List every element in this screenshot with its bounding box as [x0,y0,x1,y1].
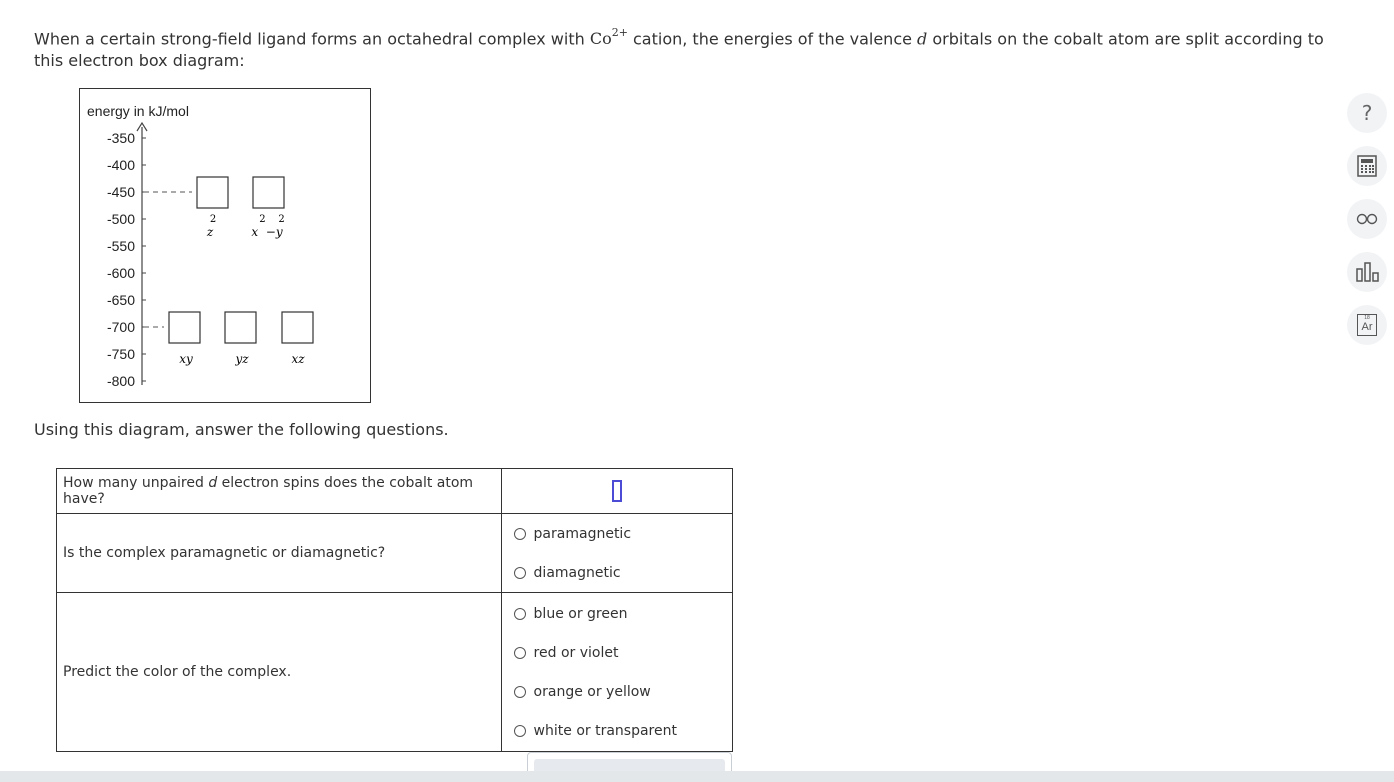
help-icon: ? [1361,101,1373,125]
answer-cell [501,469,732,514]
question-magnetic: Is the complex paramagnetic or diamagnetic? [57,514,502,593]
radio-button[interactable] [514,567,526,579]
diagram-svg [80,89,372,404]
x2-y2-superscript: 2 2 [259,214,285,225]
electron-box-diagram [79,88,371,403]
ion-charge: 2+ [611,26,628,39]
axis-tick-label: -400 [106,157,135,173]
ion-symbol: Co [589,29,612,49]
option-red-violet[interactable] [514,633,726,672]
option-label: blue or green [533,605,628,622]
d-symbol: d [917,29,928,49]
glasses-icon [1356,213,1378,225]
cobalt-ion [589,26,628,49]
axis-tick-label: -450 [106,184,135,200]
orbital-box-z2[interactable] [197,177,228,208]
orbital-box-yz[interactable] [225,312,256,343]
option-diamagnetic[interactable] [514,553,726,592]
element-symbol: Ar [1361,321,1373,333]
help-button[interactable] [1347,93,1387,133]
axis-tick-label: -650 [106,292,135,308]
bar-chart-icon [1355,261,1379,283]
bottom-bar [0,771,1394,782]
option-label: orange or yellow [533,683,651,700]
radio-button[interactable] [514,647,526,659]
periodic-table-icon [1357,314,1377,336]
orbital-box-x2-y2[interactable] [253,177,284,208]
reference-button[interactable] [1347,199,1387,239]
intro-text-1: When a certain strong-field ligand forms an octahedral complex with [34,29,590,49]
axis-tick-label: -550 [106,238,135,254]
question-text: electron spins does the cobalt atom have? [63,475,474,507]
table-row [57,469,733,514]
option-label: diamagnetic [533,564,621,581]
question-text: How many unpaired [63,475,209,491]
x2-y2-label: x −y [251,225,283,239]
question-unpaired [57,469,502,514]
option-blue-green[interactable] [514,594,726,633]
instructions-text: Using this diagram, answer the following questions. [34,420,449,439]
axis-tick-label: -700 [106,319,135,335]
orbital-box-xz[interactable] [282,312,313,343]
table-row [57,514,733,593]
axis-tick-label: -750 [106,346,135,362]
option-label: paramagnetic [533,525,632,542]
radio-button[interactable] [514,608,526,620]
xz-label: xz [291,352,305,366]
radio-button[interactable] [514,725,526,737]
question-intro [34,24,1334,72]
axis-tick-label: -600 [106,265,135,281]
z2-superscript: 2 [209,214,217,225]
axis-tick-label: -500 [106,211,135,227]
questions-table [56,468,733,752]
periodic-table-button[interactable] [1347,305,1387,345]
answer-cell [501,593,732,752]
axis-tick-label: -800 [106,373,135,389]
intro-text-2: cation, the energies of the valence [627,29,918,49]
tools-sidebar [1347,93,1389,358]
energy-axis-label: energy in kJ/mol [87,103,189,119]
question-color: Predict the color of the complex. [57,593,502,752]
unpaired-answer-input[interactable] [612,480,622,502]
calculator-button[interactable] [1347,146,1387,186]
option-label: white or transparent [533,722,677,739]
option-orange-yellow[interactable] [514,672,726,711]
z2-label: z [206,225,214,239]
calculator-icon [1357,155,1377,177]
yz-label: yz [235,352,249,366]
answer-cell [501,514,732,593]
data-button[interactable] [1347,252,1387,292]
xy-label: xy [179,352,193,366]
option-label: red or violet [533,644,619,661]
radio-button[interactable] [514,528,526,540]
d-symbol: d [208,475,218,491]
intro-text-3: orbitals on the cobalt atom are split according to this electron box diagram: [34,29,1324,71]
axis-tick-label: -350 [106,130,135,146]
radio-button[interactable] [514,686,526,698]
option-white-transparent[interactable] [514,711,726,750]
atomic-number: 18 [1364,315,1370,321]
orbital-box-xy[interactable] [169,312,200,343]
option-paramagnetic[interactable] [514,514,726,553]
table-row [57,593,733,752]
